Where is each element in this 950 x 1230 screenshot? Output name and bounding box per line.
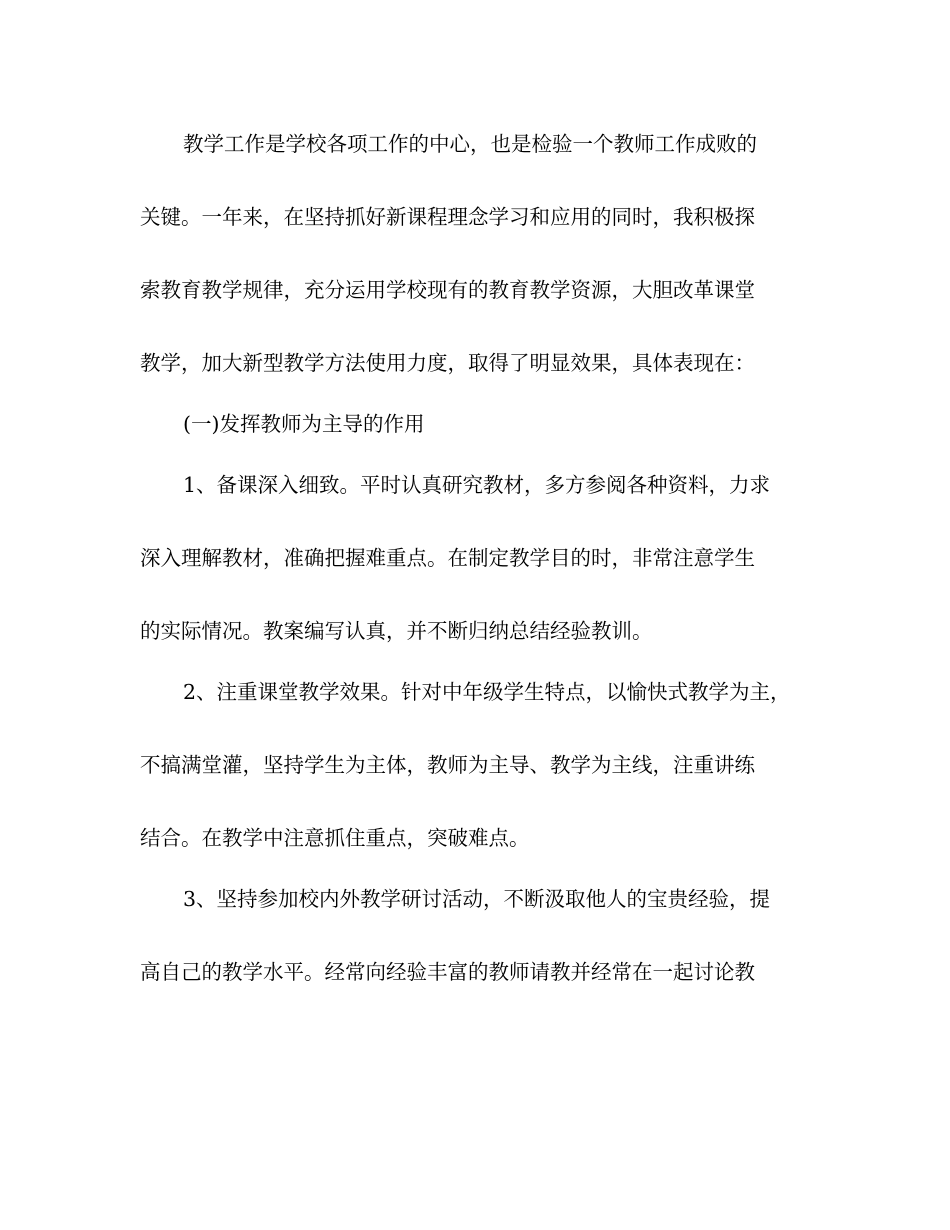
paragraph-line-11: 结合。在教学中注意抓住重点，突破难点。	[140, 826, 530, 850]
paragraph-line-7: 深入理解教材，准确把握难重点。在制定教学目的时，非常注意学生	[140, 546, 755, 570]
paragraph-line-2: 关键。一年来，在坚持抓好新课程理念学习和应用的同时，我积极探	[140, 205, 755, 229]
section-heading: (一)发挥教师为主导的作用	[183, 412, 425, 436]
paragraph-line-9: 2、注重课堂教学效果。针对中年级学生特点，以愉快式教学为主，	[183, 680, 791, 704]
paragraph-line-1: 教学工作是学校各项工作的中心，也是检验一个教师工作成败的	[183, 132, 757, 156]
paragraph-line-4: 教学，加大新型教学方法使用力度，取得了明显效果，具体表现在：	[140, 351, 755, 375]
paragraph-line-6: 1、备课深入细致。平时认真研究教材，多方参阅各种资料，力求	[183, 473, 771, 497]
paragraph-line-8: 的实际情况。教案编写认真，并不断归纳总结经验教训。	[140, 619, 653, 643]
paragraph-line-13: 高自己的教学水平。经常向经验丰富的教师请教并经常在一起讨论教	[140, 960, 755, 984]
paragraph-line-12: 3、坚持参加校内外教学研讨活动，不断汲取他人的宝贵经验，提	[183, 887, 771, 911]
paragraph-line-10: 不搞满堂灌，坚持学生为主体，教师为主导、教学为主线，注重讲练	[140, 753, 755, 777]
paragraph-line-3: 索教育教学规律，充分运用学校现有的教育教学资源，大胆改革课堂	[140, 278, 755, 302]
